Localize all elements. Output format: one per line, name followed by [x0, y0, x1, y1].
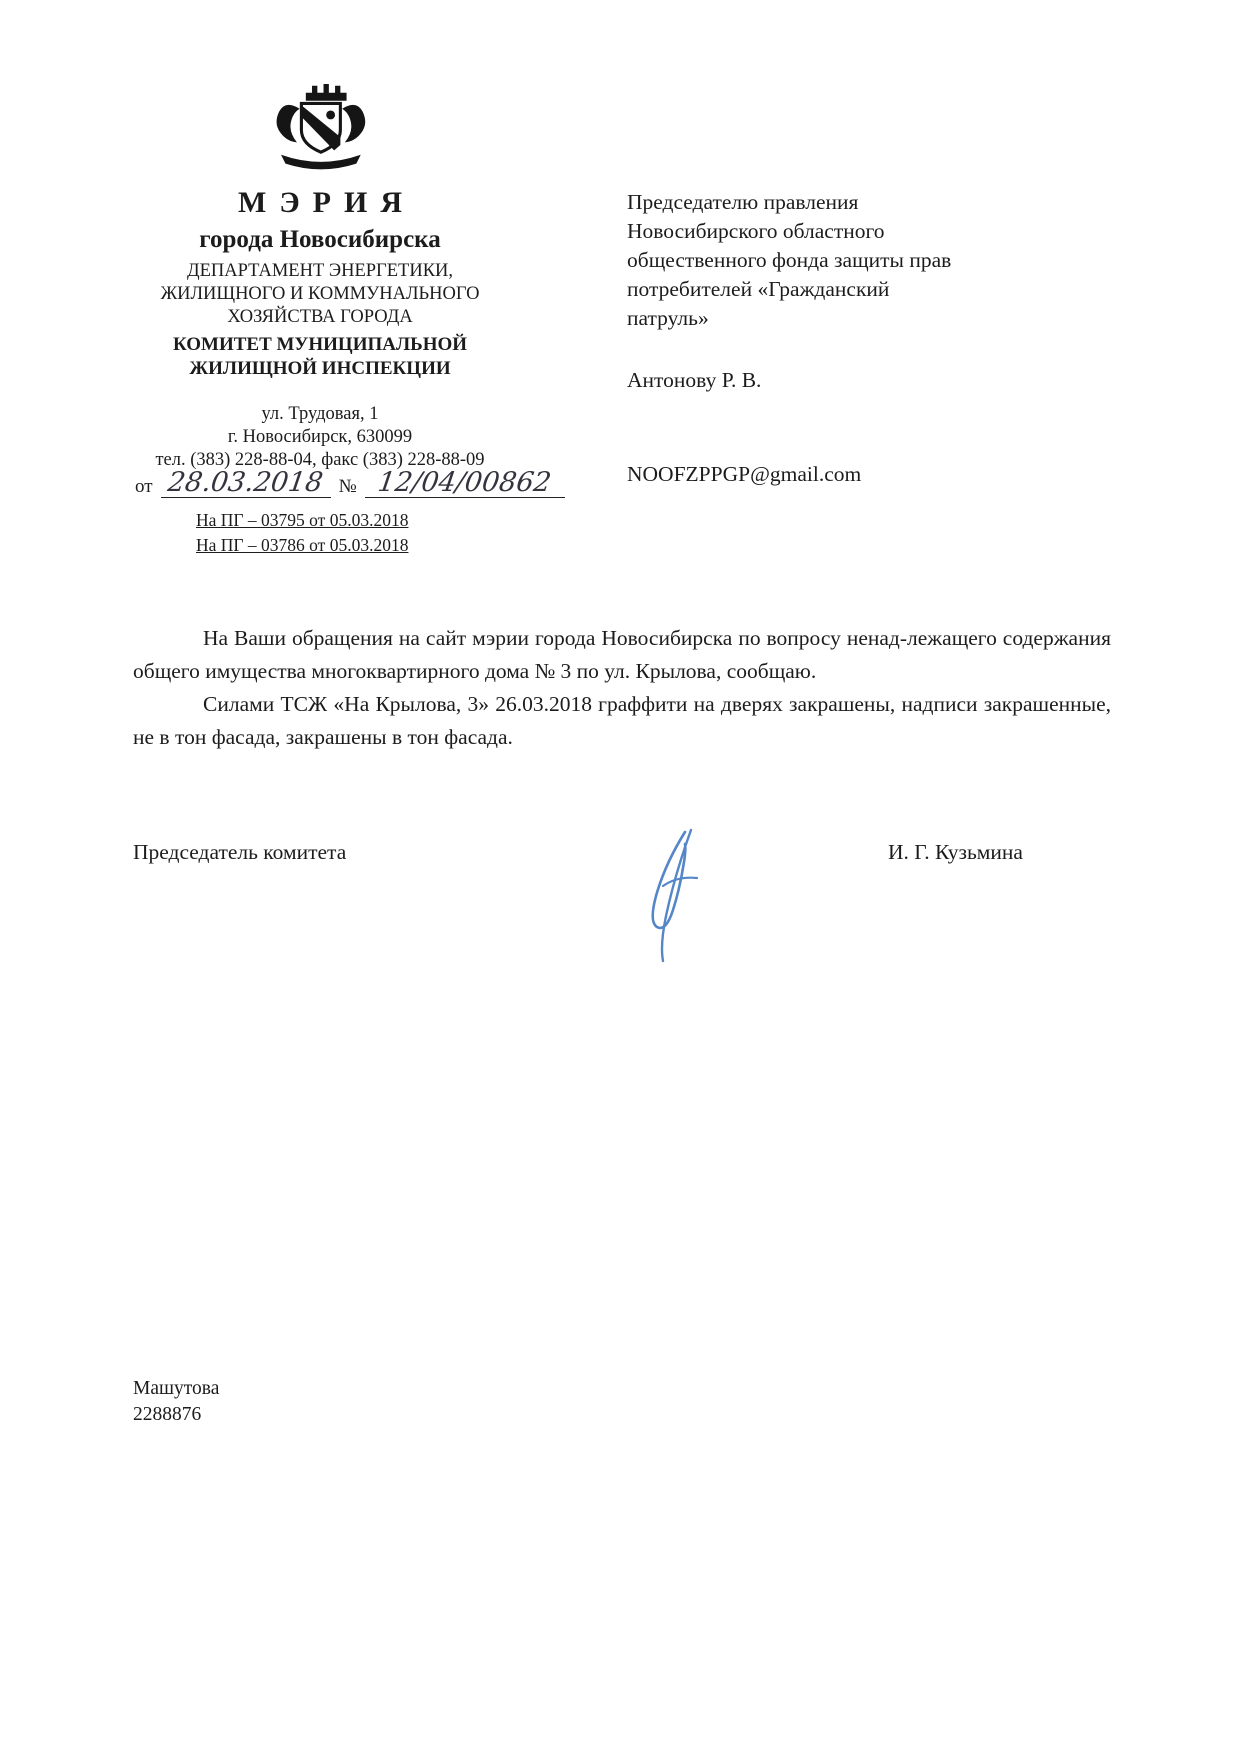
recipient-name: Антонову Р. В.	[627, 368, 762, 392]
date-label: от	[135, 476, 153, 497]
recipient-line: потребителей «Гражданский	[627, 277, 890, 301]
signer-position: Председатель комитета	[133, 840, 347, 864]
reference-line: На ПГ – 03786 от 05.03.2018	[196, 535, 409, 555]
date-field	[161, 467, 331, 498]
dept-line: ЖИЛИЩНОГО И КОММУНАЛЬНОГО	[160, 284, 480, 304]
reference-block	[196, 508, 408, 558]
recipient-line: патруль»	[627, 306, 709, 330]
address-line: г. Новосибирск, 630099	[227, 427, 413, 447]
recipient-block	[627, 188, 967, 333]
executor-block	[133, 1376, 219, 1428]
phone-line: тел. (383) 228-88-04, факс (383) 228-88-09	[155, 450, 485, 470]
org-subtitle: города Новосибирска	[199, 226, 441, 253]
date-number-row	[135, 467, 565, 498]
reference-line: На ПГ – 03795 от 05.03.2018	[196, 510, 409, 530]
handwritten-number: 12/04/00862	[376, 467, 554, 498]
dept-line: ДЕПАРТАМЕНТ ЭНЕРГЕТИКИ,	[186, 261, 454, 281]
executor-phone: 2288876	[133, 1404, 202, 1425]
handwritten-date: 28.03.2018	[166, 467, 326, 498]
number-label: №	[338, 476, 357, 497]
handwritten-signature	[625, 822, 715, 967]
recipient-email: NOOFZPPGP@gmail.com	[627, 462, 862, 486]
org-title: МЭРИЯ	[238, 186, 415, 219]
letter-body	[133, 622, 1111, 754]
number-field	[365, 467, 565, 498]
recipient-line: общественного фонда защиты прав	[627, 248, 952, 272]
letterhead	[110, 186, 530, 472]
dept-line: ХОЗЯЙСТВА ГОРОДА	[227, 307, 413, 327]
body-paragraph-1: На Ваши обращения на сайт мэрии города Новосибирска по вопросу ненад-лежащего содержания общего имущества многоквартирного дома № 3 по ул. Крылова, сообщаю.	[133, 626, 1111, 683]
committee-line: ЖИЛИЩНОЙ ИНСПЕКЦИИ	[189, 358, 451, 379]
executor-name: Машутова	[133, 1378, 220, 1399]
signer-name: И. Г. Кузьмина	[888, 840, 1023, 864]
recipient-line: Председателю правления	[627, 190, 859, 214]
committee-line: КОМИТЕТ МУНИЦИПАЛЬНОЙ	[172, 334, 468, 355]
body-paragraph-2: Силами ТСЖ «На Крылова, 3» 26.03.2018 граффити на дверях закрашены, надписи закрашенные, не в тон фасада, закрашены в тон фасада.	[133, 692, 1111, 749]
address-line: ул. Трудовая, 1	[261, 404, 379, 424]
recipient-line: Новосибирского областного	[627, 219, 885, 243]
novosibirsk-coat-of-arms-icon	[258, 80, 382, 180]
